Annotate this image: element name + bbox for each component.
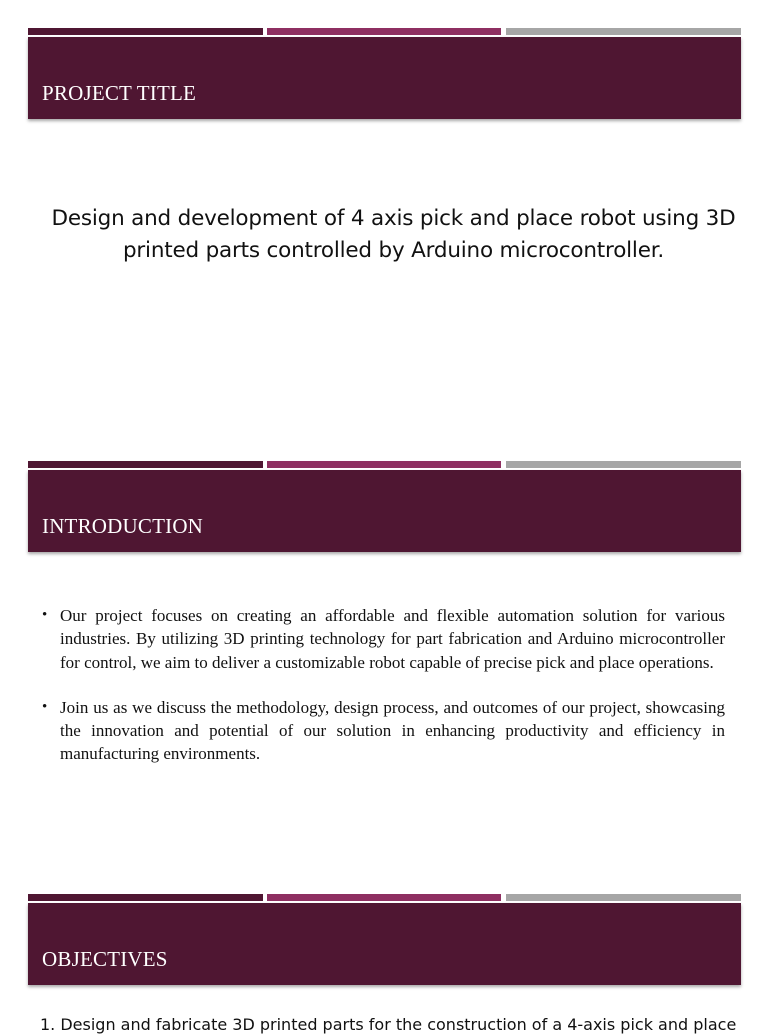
bullet-text: Join us as we discuss the methodology, design process, and outcomes of our project, showcasing the innovation and potential of our solution in enhancing productivity and efficiency in manufacturing environments. xyxy=(60,697,725,764)
stripe-magenta xyxy=(267,894,501,901)
bullet-icon: • xyxy=(42,607,48,623)
slide-title: INTRODUCTION xyxy=(42,514,204,538)
bullet-text: Our project focuses on creating an affordable and flexible automation solution for various industries. By utilizing 3D printing technology for part fabrication and Arduino microcontroller for control, we aim to deliver a customizable robot capable of precise pick and place operations. xyxy=(60,606,725,672)
stripe-dark xyxy=(28,894,263,901)
decorative-stripes xyxy=(28,894,741,901)
objective-item: 1. Design and fabricate 3D printed parts for the construction of a 4-axis pick and place xyxy=(40,1015,737,1034)
slide-title: OBJECTIVES xyxy=(42,947,168,971)
stripe-gray xyxy=(506,894,741,901)
slide-title: PROJECT TITLE xyxy=(42,81,197,105)
project-title-text: Design and development of 4 axis pick and place robot using 3D printed parts controlled by Arduino microcontroller. xyxy=(51,206,736,263)
bullet-icon: • xyxy=(42,698,48,715)
title-banner xyxy=(28,903,741,985)
